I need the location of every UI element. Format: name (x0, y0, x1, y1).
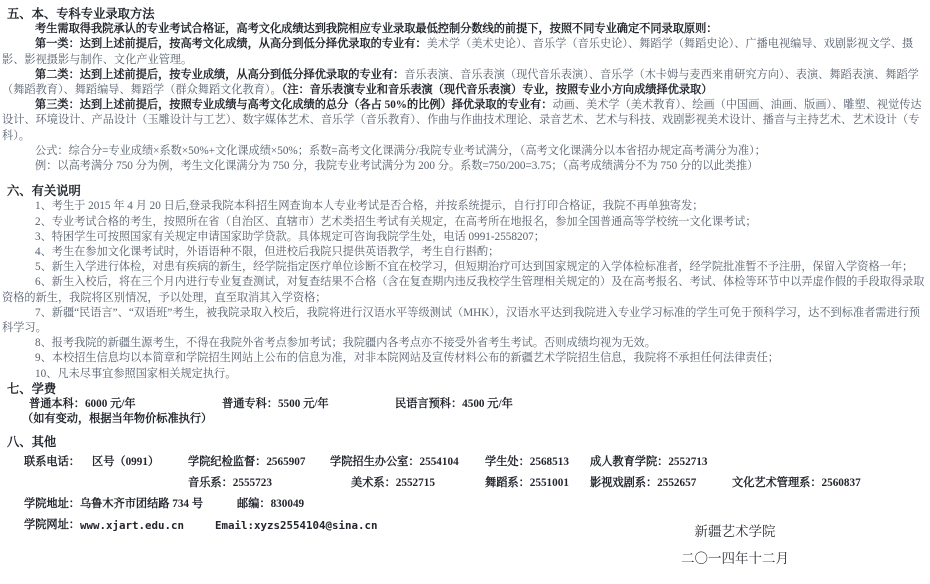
tuition-junior-college: 普通专科：5500 元/年 (222, 398, 329, 411)
phone-culture-art-mgmt-dept: 文化艺术管理系：2560837 (732, 476, 861, 489)
signature-date: 二〇一四年十二月 (681, 551, 789, 566)
category2-label: 第二类：达到上述前提后，按专业成绩，从高分到低分择优录取的专业有： (35, 68, 405, 81)
section6-heading: 六、有关说明 (7, 184, 81, 199)
section5-heading: 五、本、专科专业录取方法 (7, 7, 155, 21)
phone-film-drama-dept: 影视戏剧系：2552657 (590, 476, 697, 489)
score-formula: 公式：综合分=专业成绩×系数×50%+文化课成绩×50%；系数=高考文化课满分/我院专业考试满分，（高考文化课满分以本省招办规定高考满分为准）； (35, 144, 766, 157)
phone-admissions-office: 学院招生办公室：2554104 (330, 455, 459, 468)
category3-label: 第三类：达到上述前提后，按照专业成绩与高考文化成绩的总分（各占 50%的比例）择优录取的专业有： (35, 99, 553, 112)
note-item-5: 5、新生入学进行体检，对患有疾病的新生，经学院指定医疗单位诊断不宜在校学习，但短期治疗可达到国家规定的入学体检标准者，经学院批准暂不予注册，保留入学资格一年； (35, 261, 914, 274)
section7-heading: 七、学费 (7, 381, 57, 396)
contact-row-2 (2, 476, 928, 497)
category2-paragraph (2, 68, 928, 98)
note-item-10: 10、凡未尽事宜参照国家相关规定执行。 (35, 367, 237, 380)
tuition-preparatory: 民语言预科：4500 元/年 (395, 398, 513, 411)
category2-majors: 音乐表演、音乐表演（现代音乐表演）、音乐学（木卡姆与麦西来甫研究方向）、表演、舞蹈表演、舞蹈学（舞蹈教育）、舞蹈编导、舞蹈学（群众舞蹈文化教育）。 (2, 68, 919, 97)
note-item-1: 1、考生于 2015 年 4 月 20 日后,登录我院本科招生网查询本人专业考试是否合格，并按系统提示，自行打印合格证，我院不再单独寄发； (35, 200, 704, 213)
contact-phone-label: 联系电话： (24, 455, 80, 468)
category1-majors: 美术学（美术史论）、音乐学（音乐史论）、舞蹈学（舞蹈史论）、广播电视编导、戏剧影视文学、摄影、影视摄影与制作、文化产业管理。 (2, 38, 914, 66)
note-item-9: 9、本校招生信息均以本简章和学院招生网站上公布的信息为准，对非本院网站及宣传材料公布的新疆艺术学院招生信息，我院将不承担任何法律责任； (35, 352, 779, 365)
phone-discipline-office: 学院纪检监督：2565907 (188, 455, 306, 468)
category1-paragraph (2, 37, 928, 67)
note-item-2: 2、专业考试合格的考生，按照所在省（自治区、直辖市）艺术类招生考试有关规定，在高考所在地报名，参加全国普通高等学校统一文化课考试； (35, 215, 757, 228)
phone-student-affairs: 学生处：2568513 (485, 455, 569, 468)
email-address: Email:xyzs2554104@sina.cn (215, 518, 378, 532)
signature-block (600, 518, 870, 572)
website-label: 学院网址： (24, 518, 80, 531)
category3-majors: 动画、美术学（美术教育）、绘画（中国画、油画、版画）、雕塑、视觉传达设计、环境设计、产品设计（玉雕设计与工艺）、数字媒体艺术、音乐学（音乐教育）、作曲与作曲技术理论、录音艺术、艺术与科技、戏剧影视美术设计、播音与主持艺术、艺术设计（专科）。 (2, 99, 922, 142)
tuition-row (2, 397, 928, 412)
category3-paragraph (2, 98, 928, 144)
address-row (2, 497, 928, 518)
phone-fine-arts-dept: 美术系：2552715 (351, 476, 435, 489)
signature-org: 新疆艺术学院 (694, 524, 776, 539)
area-code: 区号（0991） (92, 455, 160, 468)
note-item-8: 8、报考我院的新疆生源考生，不得在我院外省考点参加考试；我院疆内各考点亦不接受外省考生考试。否则成绩均视为无效。 (35, 337, 656, 350)
tuition-undergraduate: 普通本科：6000 元/年 (29, 398, 136, 411)
college-address: 学院地址：乌鲁木齐市团结路 734 号 (24, 497, 204, 510)
category1-label: 第一类：达到上述前提后，按高考文化成绩，从高分到低分择优录取的专业有： (35, 38, 427, 51)
contact-row-1 (2, 455, 928, 476)
note-item-7: 7、新疆“民语言”、“双语班”考生，被我院录取入校后，我院将进行汉语水平等级测试（MHK），汉语水平达到我院进入专业学习标准的学生可免于预科学习，达不到标准者需进行预科学习。 (2, 306, 921, 335)
tuition-note: （如有变动，根据当年物价标准执行） (22, 413, 213, 426)
note-item-3: 3、特困学生可按照国家有关规定申请国家助学贷款。具体规定可咨询我院学生处，电话 0991-2558207； (35, 230, 545, 243)
website-url: www.xjart.edu.cn (80, 518, 185, 532)
category2-note: （注：音乐表演专业和音乐表演（现代音乐表演）专业，按照专业小方向成绩择优录取） (281, 84, 713, 97)
note-item-6: 6、新生入校后，将在三个月内进行专业复查测试，对复查结果不合格（含在复查期内违反我校学生管理相关规定的）及在高考报名、考试、体检等环节中以弄虚作假的手段取得录取资格的新生，我院将区别情况，予以处理，直至取消其入学资格； (2, 276, 925, 304)
section5-intro: 考生需取得我院承认的专业考试合格证，高考文化成绩达到我院相应专业录取最低控制分数线的前提下，按照不同专业确定不同录取原则： (35, 23, 718, 36)
phone-music-dept: 音乐系：2555723 (188, 476, 272, 489)
phone-dance-dept: 舞蹈系：2551001 (485, 476, 569, 489)
section8-heading: 八、其他 (7, 435, 57, 450)
phone-adult-education: 成人教育学院：2552713 (590, 455, 708, 468)
score-example: 例：以高考满分 750 分为例，考生文化课满分为 750 分，我院专业考试满分为 200 分。系数=750/200=3.75；（高考成绩满分不为 750 分的以此类推） (35, 160, 759, 173)
postal-code: 邮编：830049 (237, 497, 305, 510)
note-item-4: 4、考生在参加文化课考试时，外语语种不限，但进校后我院只提供英语教学，考生自行斟酌； (35, 246, 500, 259)
